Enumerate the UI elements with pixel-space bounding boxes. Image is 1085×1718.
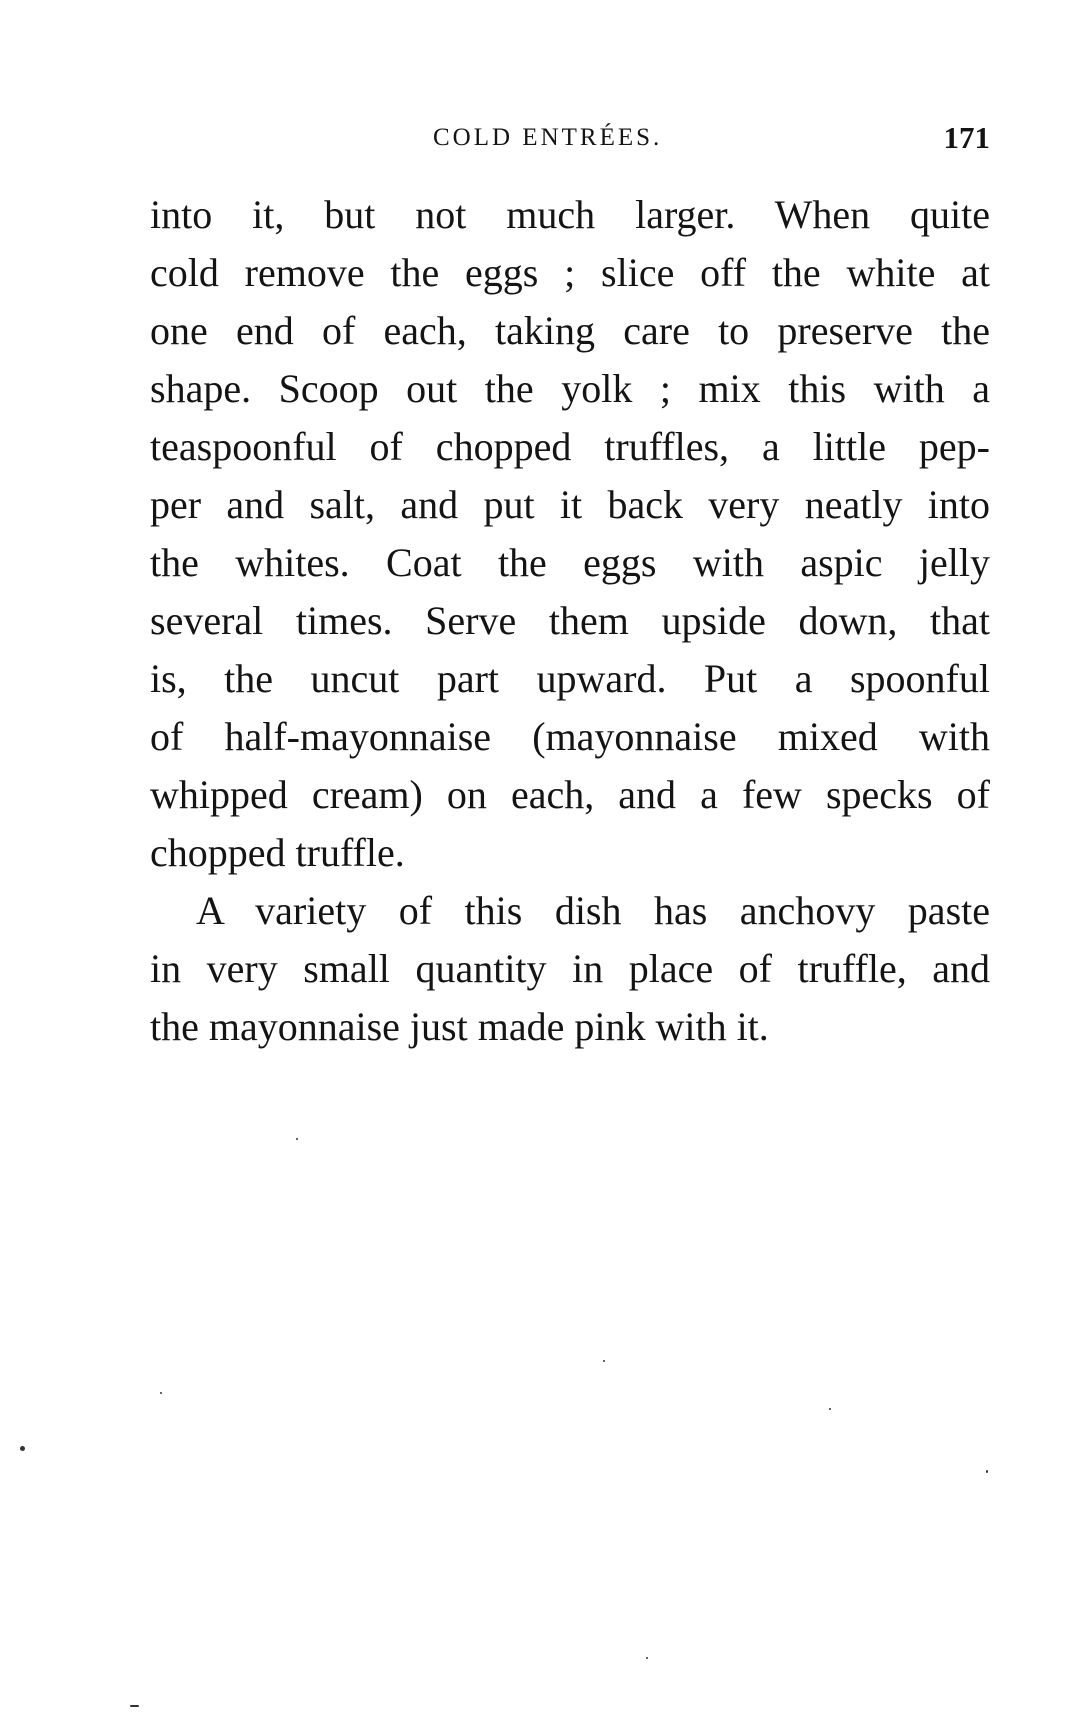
paragraph-2 bbox=[150, 882, 990, 1056]
text-line: several times. Serve them upside down, that bbox=[150, 598, 990, 643]
text-line: per and salt, and put it back very neatly into bbox=[150, 482, 990, 527]
text-line: one end of each, taking care to preserve the bbox=[150, 308, 990, 353]
paragraph-1 bbox=[150, 186, 990, 882]
text-line: teaspoonful of chopped truffles, a little pep- bbox=[150, 424, 990, 469]
scan-speck bbox=[160, 1392, 162, 1394]
text-line: is, the uncut part upward. Put a spoonful bbox=[150, 656, 990, 701]
text-line: the mayonnaise just made pink with it. bbox=[150, 1004, 769, 1049]
running-head bbox=[150, 118, 990, 158]
text-line: chopped truffle. bbox=[150, 830, 405, 875]
text-line: in very small quantity in place of truffle, and bbox=[150, 946, 990, 991]
scan-speck bbox=[20, 1446, 25, 1451]
text-line: cold remove the eggs ; slice off the white at bbox=[150, 250, 990, 295]
scan-speck bbox=[829, 1408, 831, 1410]
scan-speck bbox=[646, 1657, 648, 1659]
text-line: shape. Scoop out the yolk ; mix this with a bbox=[150, 366, 990, 411]
text-line: whipped cream) on each, and a few specks of bbox=[150, 772, 990, 817]
scan-speck bbox=[603, 1360, 605, 1362]
page-number: 171 bbox=[943, 120, 990, 155]
text-line: A variety of this dish has anchovy paste bbox=[196, 888, 990, 933]
running-title: COLD ENTRÉES. bbox=[433, 124, 663, 151]
scan-speck bbox=[986, 1470, 988, 1473]
text-line: of half-mayonnaise (mayonnaise mixed with bbox=[150, 714, 990, 759]
scan-speck bbox=[296, 1138, 298, 1140]
text-line: into it, but not much larger. When quite bbox=[150, 192, 990, 237]
scan-speck bbox=[130, 1705, 139, 1707]
body-text bbox=[150, 186, 990, 1056]
text-line: the whites. Coat the eggs with aspic jelly bbox=[150, 540, 990, 585]
